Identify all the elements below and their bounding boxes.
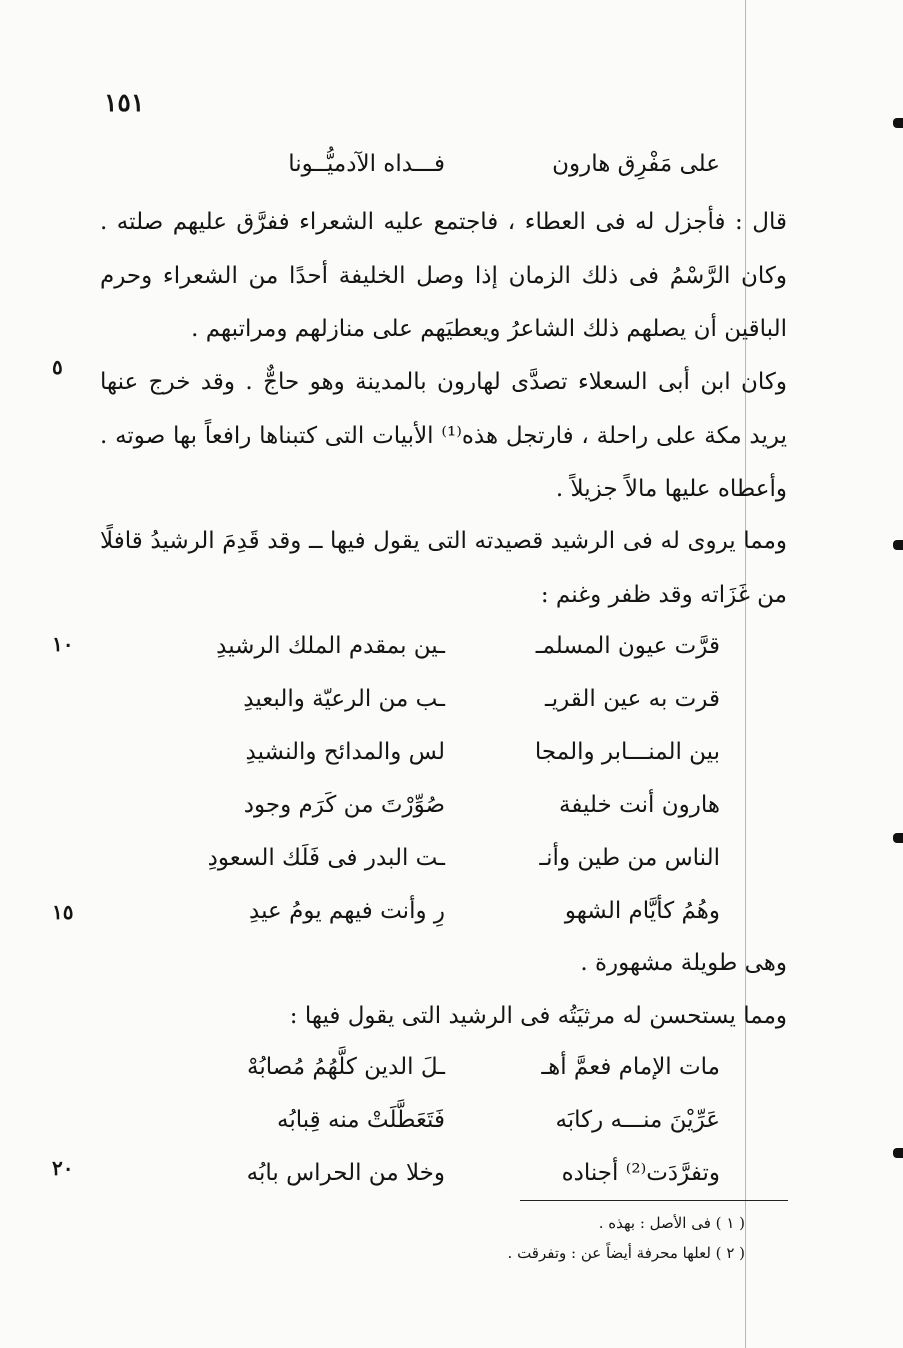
footnote: ( ١ ) فى الأصل : بهذه . xyxy=(598,1214,745,1232)
verse-hemistich: ـت البدر فى فَلَك السعودِ xyxy=(207,845,445,871)
verse-line xyxy=(200,622,720,670)
verse-hemistich: هارون أنت خليفة xyxy=(559,792,720,818)
verse-line xyxy=(200,1096,720,1144)
verse-hemistich: ـب من الرعيّة والبعيدِ xyxy=(243,686,445,712)
verse-hemistich: قرَّت عيون المسلمـ xyxy=(535,633,720,659)
verse-line xyxy=(200,781,720,829)
verse-hemistich: لس والمدائح والنشيدِ xyxy=(245,739,445,765)
verse-hemistich: الناس من طين وأنـ xyxy=(539,845,720,871)
line-number: ٢٠ xyxy=(52,1156,74,1180)
verse-hemistich: وتفرَّدَت⁽²⁾ أجناده xyxy=(561,1160,720,1186)
verse-line xyxy=(200,834,720,882)
page-number: ١٥١ xyxy=(104,88,145,117)
line-number: ١٥ xyxy=(52,900,74,924)
verse-line xyxy=(200,887,720,935)
verse-line xyxy=(200,675,720,723)
edge-mark xyxy=(893,540,903,550)
line-number: ١٠ xyxy=(52,632,74,656)
paragraph: ومما يروى له فى الرشيد قصيدته التى يقول فيها ــ وقد قَدِمَ الرشيدُ قافلًا من غَزَاته وقد ظفر وغنم : xyxy=(100,528,787,608)
verse-hemistich: ـين بمقدم الملك الرشيدِ xyxy=(216,633,445,659)
edge-mark xyxy=(893,118,903,128)
verse-hemistich: مات الإمام فعمَّ أهـ xyxy=(541,1054,720,1080)
verse-hemistich: فـــداه الآدميُّــونا xyxy=(288,151,445,177)
verse-hemistich: وخلا من الحراس بابُه xyxy=(246,1160,445,1186)
verse-line xyxy=(200,1043,720,1091)
edge-mark xyxy=(893,1148,903,1158)
verse-hemistich: رِ وأنت فيهم يومُ عيدِ xyxy=(249,898,445,924)
verse-line xyxy=(200,728,720,776)
verse-hemistich: فَتَعَطَّلَتْ منه قِبابُه xyxy=(277,1107,445,1133)
verse-hemistich: عَرِّيْنَ منـــه ركابَه xyxy=(555,1107,720,1133)
footnote-rule xyxy=(520,1200,788,1201)
verse-hemistich: ـلَ الدين كلَّهُمُ مُصابُهْ xyxy=(247,1054,445,1080)
verse-hemistich: صُوِّرْتَ من كَرَم وجود xyxy=(243,792,445,818)
verse-line xyxy=(200,1149,720,1197)
paragraph: وكان ابن أبى السعلاء تصدَّى لهارون بالمدينة وهو حاجٌّ . وقد خرج عنها يريد مكة على راحلة ، فارتجل هذه⁽¹⁾ الأبيات التى كتبناها رافعاً بها صوته . وأعطاه عليها مالاً جزيلاً . xyxy=(100,369,787,502)
edge-mark xyxy=(893,833,903,843)
line-number: ٥ xyxy=(52,355,63,379)
paragraph: قال : فأجزل له فى العطاء ، فاجتمع عليه الشعراء ففرَّق عليهم صلته . وكان الرَّسْمُ فى ذلك الزمان إذا وصل الخليفة أحدًا من الشعراء وحرم الباقين أن يصلهم ذلك الشاعرُ ويعطيَهم على منازلهم ومراتبهم . xyxy=(100,209,787,342)
verse-hemistich: وهُمُ كأيَّام الشهو xyxy=(564,898,720,924)
footnote: ( ٢ ) لعلها محرفة أيضاً عن : وتفرقت . xyxy=(507,1244,745,1262)
paragraph: ومما يستحسن له مرثيَتُه فى الرشيد التى يقول فيها : xyxy=(289,1003,787,1029)
verse-hemistich: قرت به عين القريـ xyxy=(544,686,720,712)
paragraph: وهى طويلة مشهورة . xyxy=(580,950,787,976)
verse-line xyxy=(200,140,720,188)
verse-hemistich: على مَفْرِق هارون xyxy=(552,151,720,177)
verse-hemistich: بين المنـــابر والمجا xyxy=(534,739,720,765)
